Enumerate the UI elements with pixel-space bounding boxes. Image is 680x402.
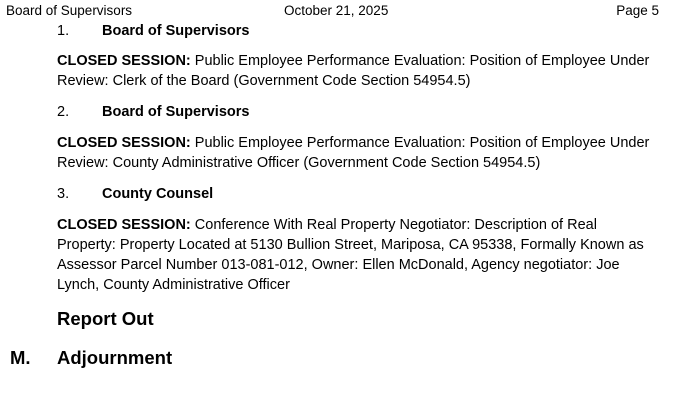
item-description-text: Public Employee Performance Evaluation: Position of Employee Under Review: County Administrative Officer (Government Code Section 54954.5) [57, 135, 650, 171]
section-letter: M. [10, 347, 31, 368]
item-number: 3. [57, 186, 70, 202]
closed-session-label: CLOSED SESSION: [57, 135, 191, 151]
agenda-item-description [57, 133, 657, 173]
item-number: 2. [57, 104, 70, 120]
item-title: Board of Supervisors [102, 23, 250, 39]
item-description-text: Public Employee Performance Evaluation: Position of Employee Under Review: Clerk of the Board (Government Code Section 54954.5) [57, 53, 650, 89]
report-out-heading: Report Out [57, 308, 154, 329]
agenda-item-description [57, 51, 657, 91]
adjournment-heading: Adjournment [57, 347, 173, 368]
page-header [0, 2, 680, 20]
header-date: October 21, 2025 [284, 3, 389, 18]
header-board-name: Board of Supervisors [6, 3, 133, 18]
agenda-item-description [57, 215, 657, 295]
item-title: County Counsel [102, 186, 214, 202]
item-number: 1. [57, 23, 70, 39]
item-title: Board of Supervisors [102, 104, 250, 120]
item-description-text: Conference With Real Property Negotiator: Description of Real Property: Property Located at 5130 Bullion Street, Mariposa, CA 95338, Formally Known as Assessor Parcel Number 013-081-012, Owner: Ellen McDonald, Agency negotiator: Joe Lynch, County Administrative Officer [57, 217, 644, 293]
header-page-number: Page 5 [616, 3, 659, 18]
closed-session-label: CLOSED SESSION: [57, 217, 191, 233]
closed-session-label: CLOSED SESSION: [57, 53, 191, 69]
